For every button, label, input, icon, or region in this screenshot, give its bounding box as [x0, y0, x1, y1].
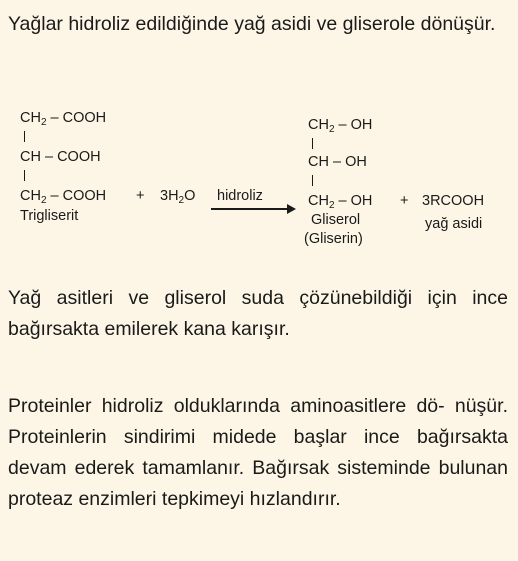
glycerol-line-2: CH – OH	[308, 154, 367, 170]
water-formula: $3H_2O$	[160, 188, 196, 206]
fatty-acid-formula: 3RCOOH	[422, 193, 485, 209]
bond-line	[312, 138, 313, 149]
protein-paragraph: Proteinler hidroliz olduklarında aminoasitlere dö- nüşür. Proteinlerin sindirimi midede başlar ince bağırsakta devam ederek tamamlanır. Bağırsak sisteminde bulunan proteaz enzimleri tepkimeyi hızlandırır.	[8, 395, 508, 510]
glycerin-label: (Gliserin)	[304, 231, 363, 247]
triglyceride-line-2: CH – COOH	[20, 149, 101, 165]
glycerol-line-3: $CH_2$ – OH	[308, 193, 373, 211]
plus-sign-1: +	[136, 188, 145, 204]
triglyceride-line-3: $CH_2$ – COOH	[20, 188, 107, 206]
bond-line	[312, 175, 313, 186]
triglyceride-label: Trigliserit	[20, 208, 79, 224]
reaction-arrow	[211, 208, 289, 210]
reaction-arrow-head	[287, 204, 296, 214]
plus-sign-2: +	[400, 193, 409, 209]
bond-line	[24, 170, 25, 181]
glycerol-line-1: $CH_2$ – OH	[308, 117, 373, 135]
fatty-acid-label: yağ asidi	[425, 216, 483, 232]
intro-paragraph: Yağlar hidroliz edildiğinde yağ asidi ve gliserole dönüşür.	[8, 13, 496, 35]
triglyceride-line-1: $CH_2$ – COOH	[20, 110, 107, 128]
arrow-label: hidroliz	[217, 188, 263, 204]
bond-line	[24, 131, 25, 142]
absorption-paragraph: Yağ asitleri ve gliserol suda çözünebildiği için ince bağırsakta emilerek kana karışır.	[8, 287, 508, 340]
glycerol-label: Gliserol	[311, 212, 361, 228]
